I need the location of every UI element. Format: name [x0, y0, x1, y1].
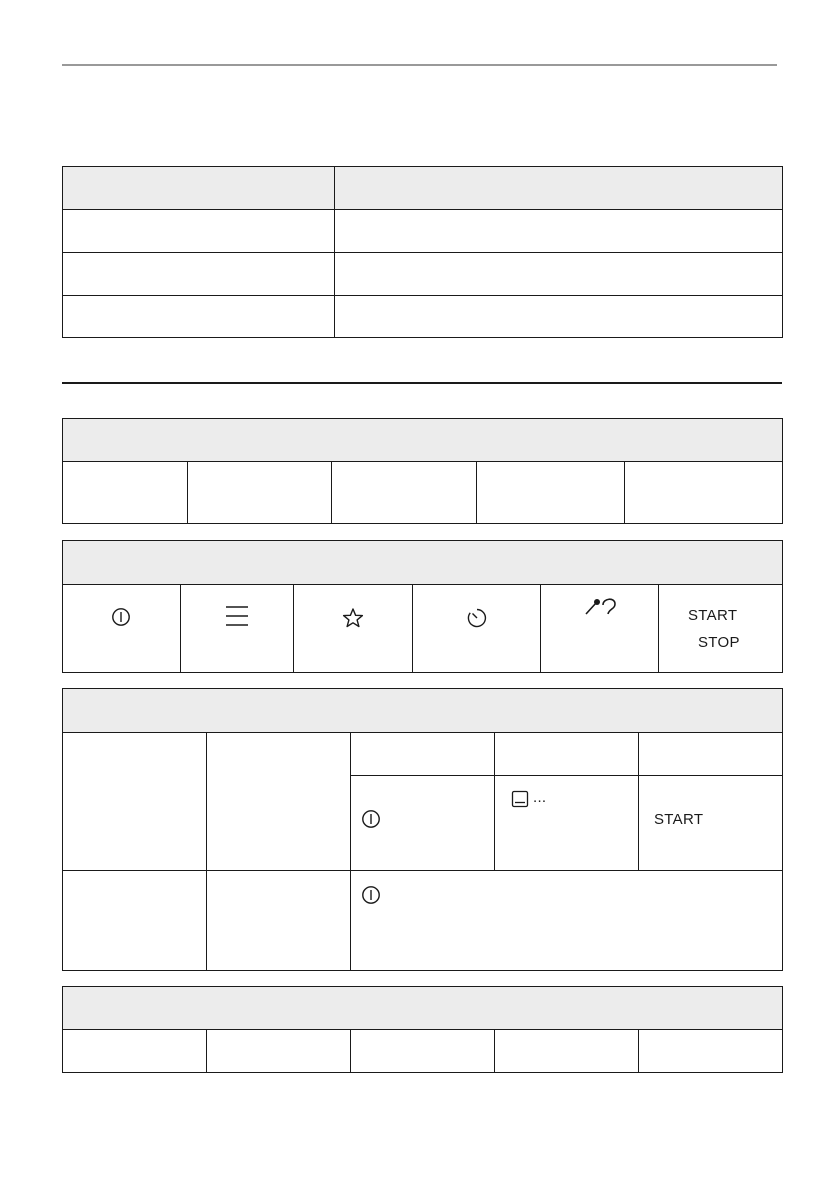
start-label: START: [654, 811, 704, 828]
star-icon: [342, 607, 364, 629]
table-2-cell: [332, 462, 477, 524]
page-top-rule: [62, 64, 777, 66]
menu-cell: [181, 585, 294, 673]
power-long-cell: [351, 871, 783, 971]
table-4-cell: [639, 733, 783, 776]
table-3-header: [63, 541, 783, 585]
timer-icon: [466, 607, 488, 629]
display-icon: [511, 790, 529, 808]
table-4: [62, 688, 783, 971]
table-1-header-cell-1: [63, 167, 335, 210]
table-2-cell: [63, 462, 188, 524]
food-sensor-cell: [541, 585, 659, 673]
stop-label: STOP: [698, 634, 740, 651]
table-2-cell: [477, 462, 625, 524]
section-rule: [62, 382, 782, 384]
table-4-header: [63, 689, 783, 733]
display-step-cell: [495, 776, 639, 871]
table-1-cell: [335, 253, 783, 296]
table-1-cell: [335, 296, 783, 338]
table-4-cell: [207, 871, 351, 971]
power-icon: [111, 607, 131, 627]
ellipsis-text: ...: [533, 789, 547, 806]
power-step-cell: [351, 776, 495, 871]
table-5: [62, 986, 783, 1073]
table-1-cell: [63, 210, 335, 253]
table-1-header-cell-2: [335, 167, 783, 210]
table-1-cell: [63, 253, 335, 296]
table-5-cell: [351, 1030, 495, 1073]
table-4-cell: [495, 733, 639, 776]
power-icon: [361, 809, 381, 829]
table-4-cell: [63, 733, 207, 871]
table-4-cell: [207, 733, 351, 871]
power-icon: [361, 885, 381, 905]
table-2-header: [63, 419, 783, 462]
favourite-cell: [294, 585, 413, 673]
table-5-cell: [63, 1030, 207, 1073]
table-1: [62, 166, 783, 338]
power-cell: [63, 585, 181, 673]
table-3-control-panel: [62, 540, 783, 673]
table-5-cell: [207, 1030, 351, 1073]
table-5-cell: [639, 1030, 783, 1073]
table-4-cell: [351, 733, 495, 776]
start-step-cell: [639, 776, 783, 871]
table-2-cell: [188, 462, 332, 524]
start-label: START: [688, 607, 738, 624]
table-2-cell: [625, 462, 783, 524]
food-sensor-icon: [583, 595, 619, 625]
table-5-header: [63, 987, 783, 1030]
timer-cell: [413, 585, 541, 673]
table-1-cell: [335, 210, 783, 253]
table-2: [62, 418, 783, 524]
start-stop-cell: [659, 585, 783, 673]
menu-icon: [225, 605, 249, 627]
table-1-cell: [63, 296, 335, 338]
table-4-cell: [63, 871, 207, 971]
table-5-cell: [495, 1030, 639, 1073]
